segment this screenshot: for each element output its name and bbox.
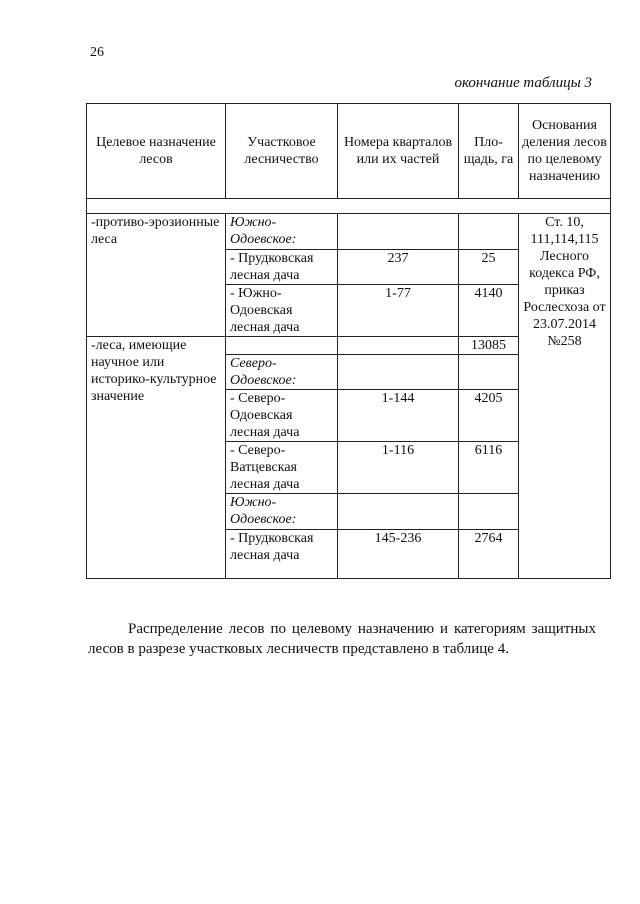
table-caption: окончание таблицы 3 bbox=[454, 75, 592, 91]
forestry-cell: - Прудковская лесная дача bbox=[226, 530, 338, 579]
quarters-cell bbox=[338, 355, 459, 390]
page-number: 26 bbox=[90, 45, 104, 60]
purpose-cell: -противо-эрозионные леса bbox=[87, 214, 226, 337]
forestry-cell: Северо-Одоевское: bbox=[226, 355, 338, 390]
quarters-cell: 237 bbox=[338, 250, 459, 285]
quarters-cell: 1-77 bbox=[338, 285, 459, 337]
forestry-cell: - Северо-Ватцевская лесная дача bbox=[226, 442, 338, 494]
spacer-row bbox=[87, 199, 611, 214]
quarters-cell: 1-144 bbox=[338, 390, 459, 442]
area-cell: 4140 bbox=[459, 285, 519, 337]
forestry-cell bbox=[226, 337, 338, 355]
forest-purpose-table bbox=[86, 103, 611, 579]
basis-cell: Ст. 10, 111,114,115 Лесного кодекса РФ, приказ Рослесхоза от 23.07.2014 №258 bbox=[519, 214, 611, 579]
forestry-cell: Южно-Одоевское: bbox=[226, 494, 338, 530]
header-forestry: Участковое лесничество bbox=[226, 104, 338, 199]
area-cell bbox=[459, 494, 519, 530]
purpose-cell: -леса, имеющие научное или историко-культурное значение bbox=[87, 337, 226, 579]
forestry-cell: - Северо-Одоевская лесная дача bbox=[226, 390, 338, 442]
area-cell: 25 bbox=[459, 250, 519, 285]
quarters-cell bbox=[338, 494, 459, 530]
quarters-cell: 145-236 bbox=[338, 530, 459, 579]
body-paragraph: Распределение лесов по целевому назначению и категориям защитных лесов в разрезе участковых лесничеств представлено в таблице 4. bbox=[88, 621, 596, 657]
area-cell: 13085 bbox=[459, 337, 519, 355]
table-header-row bbox=[87, 104, 611, 199]
header-basis: Основания деления лесов по целевому назначению bbox=[519, 104, 611, 199]
area-cell: 6116 bbox=[459, 442, 519, 494]
header-quarters: Номера кварталов или их частей bbox=[338, 104, 459, 199]
area-cell bbox=[459, 214, 519, 250]
quarters-cell: 1-116 bbox=[338, 442, 459, 494]
forestry-cell: - Прудковская лесная дача bbox=[226, 250, 338, 285]
area-cell bbox=[459, 355, 519, 390]
table-row bbox=[87, 214, 611, 250]
header-purpose: Целевое назначение лесов bbox=[87, 104, 226, 199]
forestry-cell: - Южно-Одоевская лесная дача bbox=[226, 285, 338, 337]
area-cell: 2764 bbox=[459, 530, 519, 579]
quarters-cell bbox=[338, 337, 459, 355]
area-cell: 4205 bbox=[459, 390, 519, 442]
header-area: Пло-щадь, га bbox=[459, 104, 519, 199]
quarters-cell bbox=[338, 214, 459, 250]
forestry-cell: Южно-Одоевское: bbox=[226, 214, 338, 250]
